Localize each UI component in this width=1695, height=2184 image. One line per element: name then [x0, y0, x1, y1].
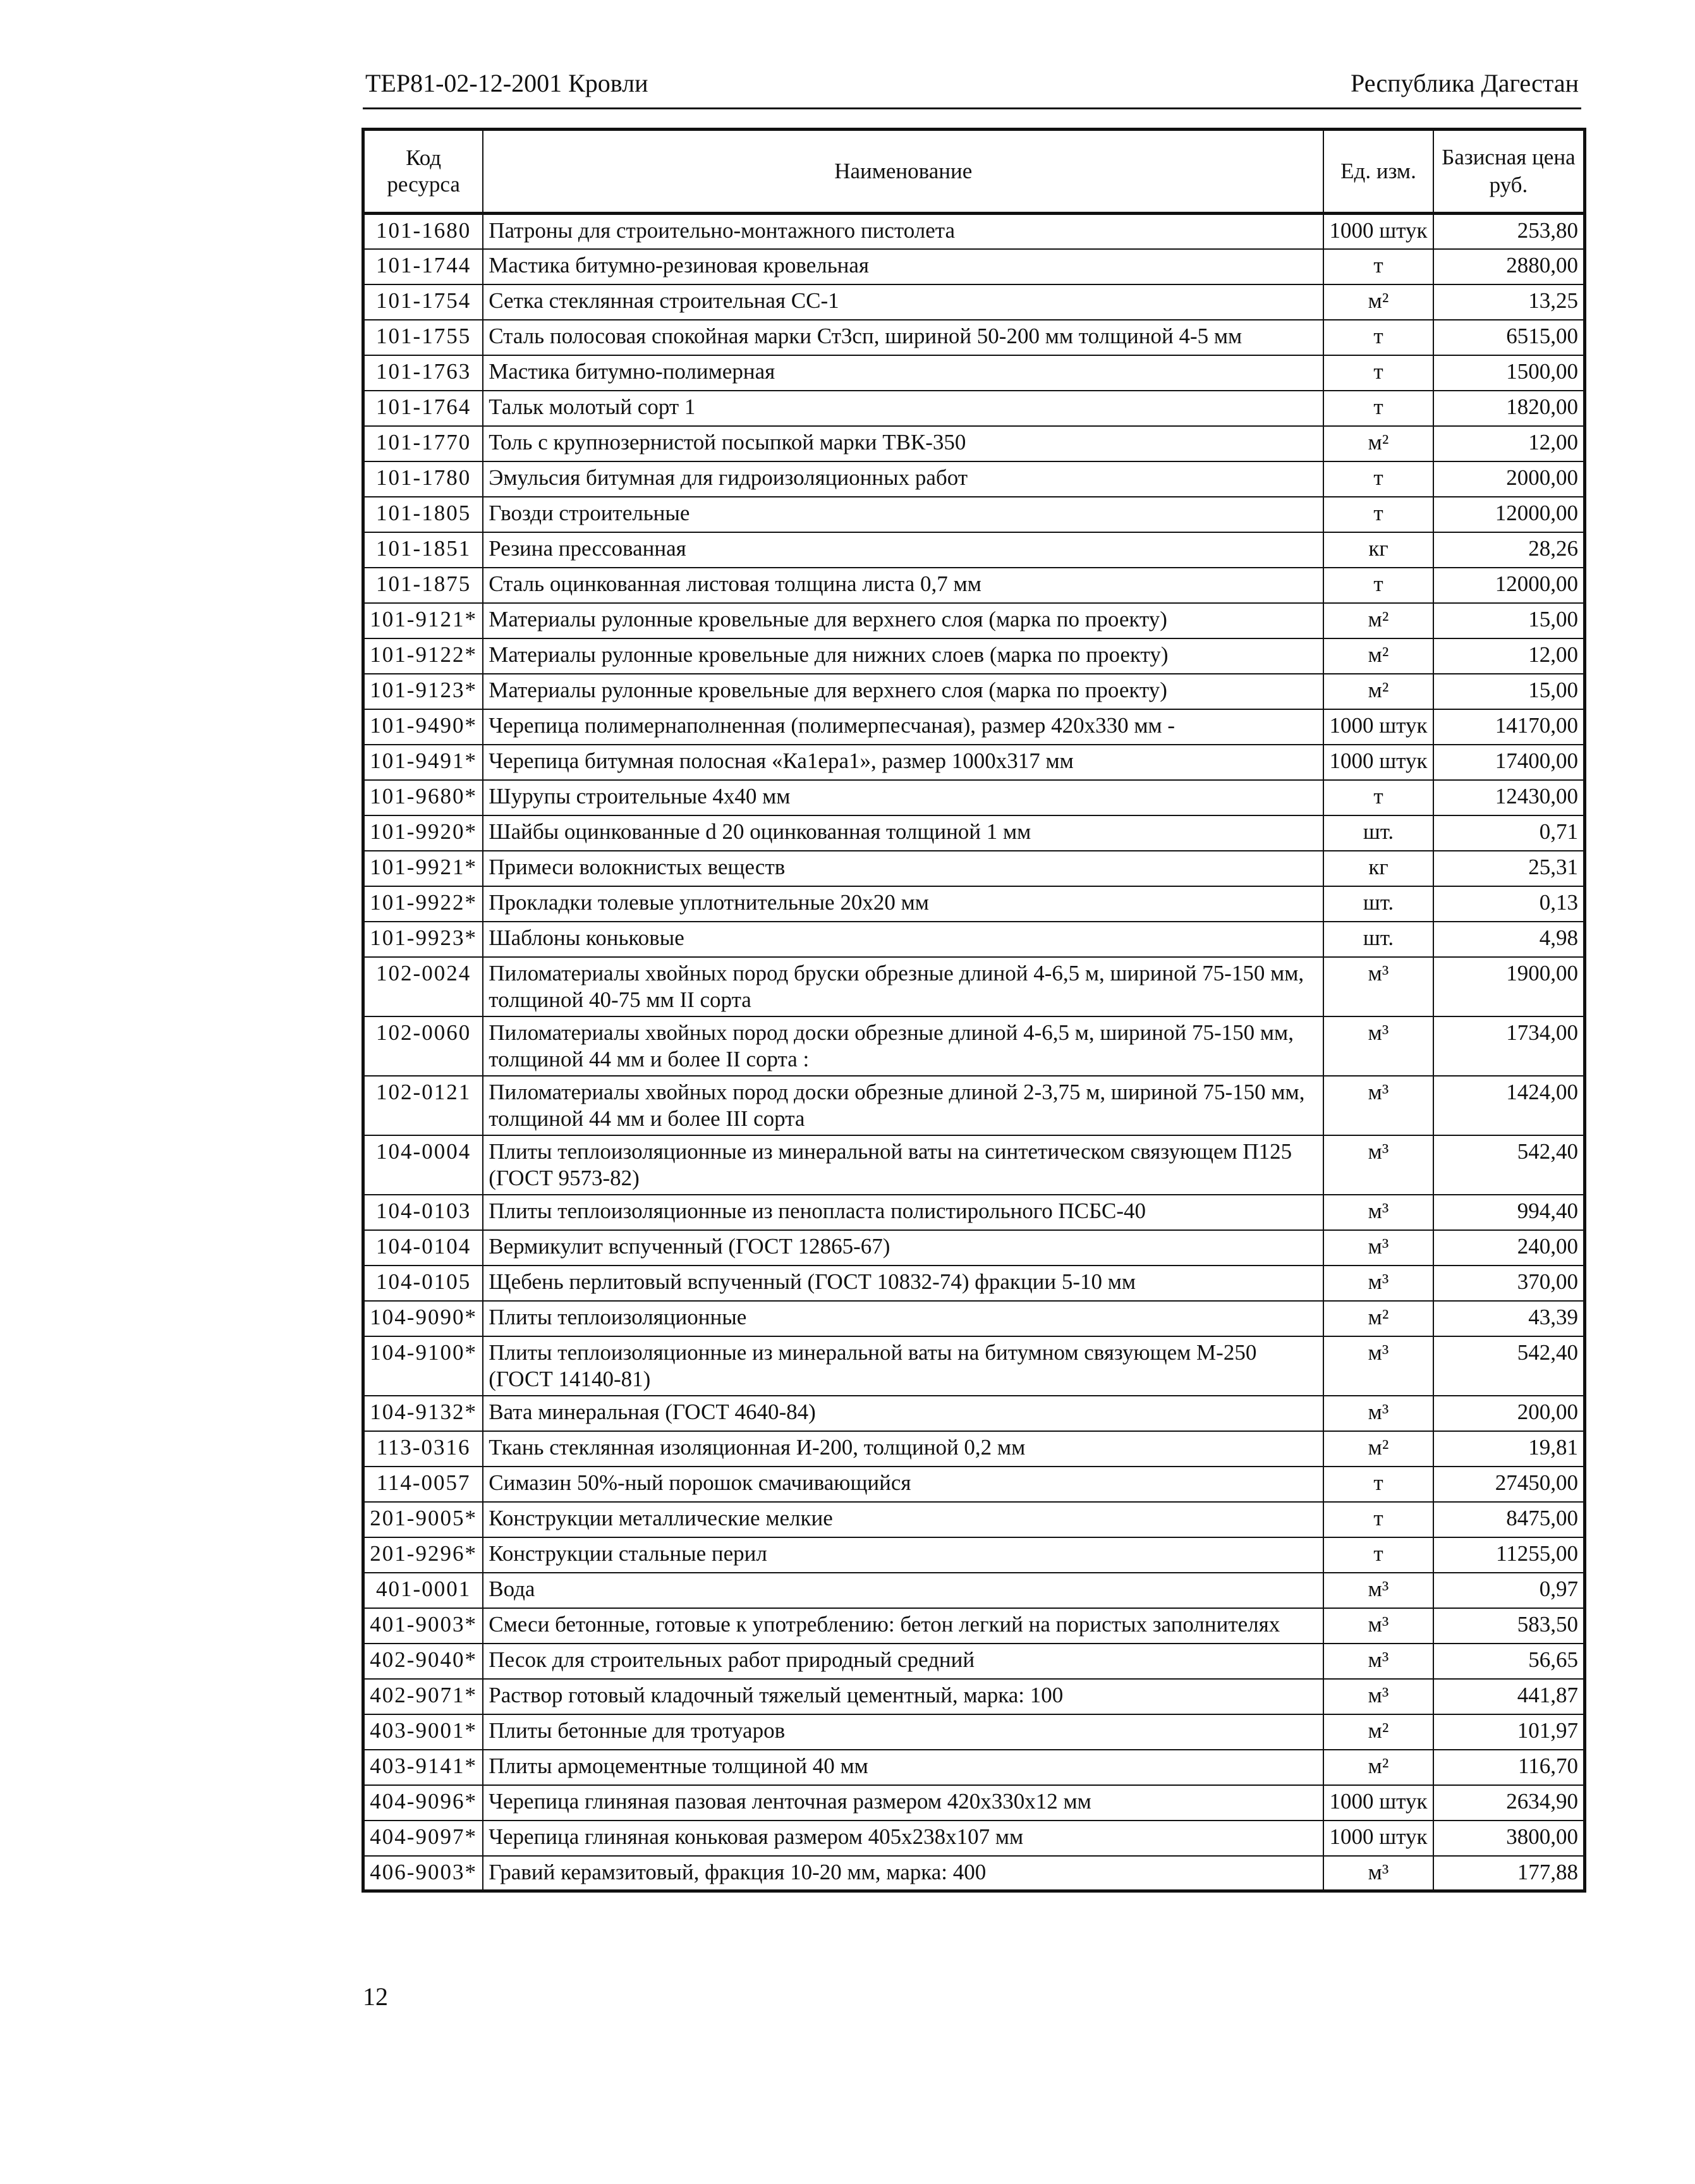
unit-cell: м³ [1323, 957, 1433, 1016]
resource-code-cell: 101-1780 [363, 461, 483, 497]
table-row [363, 320, 1585, 355]
resource-code-cell: 101-9922* [363, 886, 483, 922]
resource-code-cell: 102-0024 [363, 957, 483, 1016]
resource-code-cell: 101-1763 [363, 355, 483, 391]
resource-code-cell: 113-0316 [363, 1431, 483, 1467]
table-row [363, 674, 1585, 709]
table-row [363, 1856, 1585, 1891]
resource-name-cell: Вермикулит вспученный (ГОСТ 12865-67) [483, 1230, 1323, 1266]
table-row [363, 1301, 1585, 1336]
table-row [363, 214, 1585, 249]
table-row [363, 851, 1585, 886]
resource-name-cell: Эмульсия битумная для гидроизоляционных работ [483, 461, 1323, 497]
resource-code-cell: 404-9096* [363, 1785, 483, 1821]
resource-name-cell: Конструкции металлические мелкие [483, 1502, 1323, 1537]
table-row [363, 1714, 1585, 1750]
unit-cell: м³ [1323, 1076, 1433, 1135]
table-row [363, 1821, 1585, 1856]
unit-cell: т [1323, 1537, 1433, 1573]
column-header-price: Базисная цена руб. [1433, 130, 1585, 214]
table-body [363, 214, 1585, 1891]
resource-code-cell: 101-9490* [363, 709, 483, 745]
resource-code-cell: 101-9921* [363, 851, 483, 886]
table-row [363, 1573, 1585, 1608]
table-row [363, 284, 1585, 320]
table-row [363, 638, 1585, 674]
unit-cell: м² [1323, 1301, 1433, 1336]
price-cell: 28,26 [1433, 532, 1585, 568]
resource-price-table [361, 128, 1586, 1893]
resource-code-cell: 101-9121* [363, 603, 483, 638]
price-cell: 1500,00 [1433, 355, 1585, 391]
unit-cell: м³ [1323, 1230, 1433, 1266]
resource-name-cell: Тальк молотый сорт 1 [483, 391, 1323, 426]
resource-code-cell: 101-9491* [363, 745, 483, 780]
resource-name-cell: Черепица глиняная коньковая размером 405x238x107 мм [483, 1821, 1323, 1856]
resource-code-cell: 101-1875 [363, 568, 483, 603]
price-cell: 8475,00 [1433, 1502, 1585, 1537]
resource-code-cell: 104-0105 [363, 1266, 483, 1301]
resource-name-cell: Черепица глиняная пазовая ленточная размером 420x330x12 мм [483, 1785, 1323, 1821]
resource-name-cell: Черепица полимернаполненная (полимерпесчаная), размер 420x330 мм - [483, 709, 1323, 745]
resource-name-cell: Плиты теплоизоляционные из пенопласта полистирольного ПСБС-40 [483, 1195, 1323, 1230]
resource-name-cell: Сталь полосовая спокойная марки Ст3сп, шириной 50-200 мм толщиной 4-5 мм [483, 320, 1323, 355]
unit-cell: т [1323, 568, 1433, 603]
table-row [363, 603, 1585, 638]
unit-cell: м² [1323, 284, 1433, 320]
unit-cell: т [1323, 780, 1433, 815]
resource-name-cell: Мастика битумно-полимерная [483, 355, 1323, 391]
price-cell: 583,50 [1433, 1608, 1585, 1644]
resource-name-cell: Шаблоны коньковые [483, 922, 1323, 957]
unit-cell: м³ [1323, 1679, 1433, 1714]
resource-name-cell: Раствор готовый кладочный тяжелый цементный, марка: 100 [483, 1679, 1323, 1714]
price-cell: 0,97 [1433, 1573, 1585, 1608]
resource-code-cell: 101-9680* [363, 780, 483, 815]
resource-code-cell: 406-9003* [363, 1856, 483, 1891]
unit-cell: м³ [1323, 1195, 1433, 1230]
resource-code-cell: 101-1770 [363, 426, 483, 461]
price-cell: 27450,00 [1433, 1467, 1585, 1502]
price-cell: 17400,00 [1433, 745, 1585, 780]
price-cell: 1820,00 [1433, 391, 1585, 426]
resource-code-cell: 101-1805 [363, 497, 483, 532]
price-cell: 12000,00 [1433, 568, 1585, 603]
resource-name-cell: Симазин 50%-ный порошок смачивающийся [483, 1467, 1323, 1502]
price-cell: 0,71 [1433, 815, 1585, 851]
unit-cell: м³ [1323, 1016, 1433, 1076]
unit-cell: т [1323, 391, 1433, 426]
resource-name-cell: Вата минеральная (ГОСТ 4640-84) [483, 1396, 1323, 1431]
unit-cell: м² [1323, 1750, 1433, 1785]
column-header-unit: Ед. изм. [1323, 130, 1433, 214]
table-row [363, 709, 1585, 745]
document-title: ТЕР81-02-12-2001 Кровли [365, 69, 648, 97]
column-header-name: Наименование [483, 130, 1323, 214]
resource-code-cell: 403-9141* [363, 1750, 483, 1785]
resource-name-cell: Гвозди строительные [483, 497, 1323, 532]
resource-name-cell: Гравий керамзитовый, фракция 10-20 мм, марка: 400 [483, 1856, 1323, 1891]
price-cell: 542,40 [1433, 1336, 1585, 1396]
column-header-code: Код ресурса [363, 130, 483, 214]
table-row [363, 1644, 1585, 1679]
unit-cell: м³ [1323, 1396, 1433, 1431]
resource-code-cell: 101-9920* [363, 815, 483, 851]
price-cell: 56,65 [1433, 1644, 1585, 1679]
unit-cell: т [1323, 320, 1433, 355]
resource-name-cell: Шайбы оцинкованные d 20 оцинкованная толщиной 1 мм [483, 815, 1323, 851]
table-row [363, 922, 1585, 957]
table-header-row [363, 130, 1585, 214]
page-header [363, 63, 1581, 109]
resource-name-cell: Щебень перлитовый вспученный (ГОСТ 10832-74) фракции 5-10 мм [483, 1266, 1323, 1301]
price-cell: 116,70 [1433, 1750, 1585, 1785]
resource-name-cell: Материалы рулонные кровельные для нижних слоев (марка по проекту) [483, 638, 1323, 674]
price-cell: 12,00 [1433, 638, 1585, 674]
resource-name-cell: Сталь оцинкованная листовая толщина листа 0,7 мм [483, 568, 1323, 603]
resource-code-cell: 101-9122* [363, 638, 483, 674]
price-cell: 12000,00 [1433, 497, 1585, 532]
resource-name-cell: Пиломатериалы хвойных пород бруски обрезные длиной 4-6,5 м, шириной 75-150 мм, толщиной 40-75 мм II сорта [483, 957, 1323, 1016]
resource-name-cell: Материалы рулонные кровельные для верхнего слоя (марка по проекту) [483, 603, 1323, 638]
table-row [363, 780, 1585, 815]
resource-code-cell: 101-9923* [363, 922, 483, 957]
unit-cell: т [1323, 355, 1433, 391]
resource-code-cell: 101-1764 [363, 391, 483, 426]
table-row [363, 355, 1585, 391]
resource-code-cell: 201-9005* [363, 1502, 483, 1537]
unit-cell: м² [1323, 1714, 1433, 1750]
resource-code-cell: 101-1680 [363, 214, 483, 249]
table-row [363, 815, 1585, 851]
price-cell: 240,00 [1433, 1230, 1585, 1266]
resource-code-cell: 402-9071* [363, 1679, 483, 1714]
unit-cell: т [1323, 497, 1433, 532]
unit-cell: м³ [1323, 1573, 1433, 1608]
price-cell: 12430,00 [1433, 780, 1585, 815]
table-row [363, 461, 1585, 497]
table-row [363, 1076, 1585, 1135]
table-row [363, 1431, 1585, 1467]
table-row [363, 568, 1585, 603]
table-row [363, 957, 1585, 1016]
table-row [363, 532, 1585, 568]
table-row [363, 497, 1585, 532]
unit-cell: м³ [1323, 1856, 1433, 1891]
unit-cell: 1000 штук [1323, 745, 1433, 780]
resource-name-cell: Конструкции стальные перил [483, 1537, 1323, 1573]
resource-name-cell: Резина прессованная [483, 532, 1323, 568]
resource-name-cell: Шурупы строительные 4x40 мм [483, 780, 1323, 815]
price-cell: 0,13 [1433, 886, 1585, 922]
table-row [363, 1750, 1585, 1785]
table-row [363, 391, 1585, 426]
resource-code-cell: 104-9132* [363, 1396, 483, 1431]
unit-cell: кг [1323, 532, 1433, 568]
resource-code-cell: 401-0001 [363, 1573, 483, 1608]
price-cell: 43,39 [1433, 1301, 1585, 1336]
resource-name-cell: Плиты теплоизоляционные из минеральной ваты на битумном связующем М-250 (ГОСТ 14140-81) [483, 1336, 1323, 1396]
unit-cell: 1000 штук [1323, 1821, 1433, 1856]
price-cell: 6515,00 [1433, 320, 1585, 355]
resource-name-cell: Вода [483, 1573, 1323, 1608]
resource-name-cell: Толь с крупнозернистой посыпкой марки ТВК-350 [483, 426, 1323, 461]
unit-cell: т [1323, 1467, 1433, 1502]
table-row [363, 1396, 1585, 1431]
table-row [363, 1502, 1585, 1537]
resource-name-cell: Плиты бетонные для тротуаров [483, 1714, 1323, 1750]
table-row [363, 1266, 1585, 1301]
resource-name-cell: Прокладки толевые уплотнительные 20x20 мм [483, 886, 1323, 922]
price-cell: 11255,00 [1433, 1537, 1585, 1573]
page-number: 12 [363, 1982, 388, 2011]
price-cell: 12,00 [1433, 426, 1585, 461]
price-cell: 13,25 [1433, 284, 1585, 320]
resource-name-cell: Ткань стеклянная изоляционная И-200, толщиной 0,2 мм [483, 1431, 1323, 1467]
unit-cell: м² [1323, 603, 1433, 638]
unit-cell: т [1323, 1502, 1433, 1537]
price-cell: 253,80 [1433, 214, 1585, 249]
price-cell: 542,40 [1433, 1135, 1585, 1195]
resource-code-cell: 101-1744 [363, 249, 483, 284]
resource-code-cell: 101-1755 [363, 320, 483, 355]
resource-code-cell: 404-9097* [363, 1821, 483, 1856]
resource-name-cell: Патроны для строительно-монтажного пистолета [483, 214, 1323, 249]
table-row [363, 249, 1585, 284]
price-cell: 14170,00 [1433, 709, 1585, 745]
unit-cell: м² [1323, 426, 1433, 461]
resource-code-cell: 101-1754 [363, 284, 483, 320]
price-cell: 441,87 [1433, 1679, 1585, 1714]
price-cell: 3800,00 [1433, 1821, 1585, 1856]
unit-cell: м³ [1323, 1266, 1433, 1301]
resource-code-cell: 104-0103 [363, 1195, 483, 1230]
unit-cell: шт. [1323, 886, 1433, 922]
price-cell: 2880,00 [1433, 249, 1585, 284]
price-cell: 1424,00 [1433, 1076, 1585, 1135]
table-row [363, 1679, 1585, 1714]
price-cell: 25,31 [1433, 851, 1585, 886]
price-cell: 101,97 [1433, 1714, 1585, 1750]
resource-code-cell: 401-9003* [363, 1608, 483, 1644]
unit-cell: м³ [1323, 1135, 1433, 1195]
resource-code-cell: 114-0057 [363, 1467, 483, 1502]
table-row [363, 426, 1585, 461]
table-row [363, 1230, 1585, 1266]
resource-code-cell: 101-9123* [363, 674, 483, 709]
unit-cell: шт. [1323, 815, 1433, 851]
resource-name-cell: Мастика битумно-резиновая кровельная [483, 249, 1323, 284]
resource-code-cell: 104-9100* [363, 1336, 483, 1396]
table-row [363, 886, 1585, 922]
table-row [363, 1608, 1585, 1644]
unit-cell: 1000 штук [1323, 1785, 1433, 1821]
unit-cell: шт. [1323, 922, 1433, 957]
price-cell: 370,00 [1433, 1266, 1585, 1301]
unit-cell: 1000 штук [1323, 709, 1433, 745]
table-row [363, 745, 1585, 780]
unit-cell: м² [1323, 1431, 1433, 1467]
price-cell: 200,00 [1433, 1396, 1585, 1431]
resource-code-cell: 101-1851 [363, 532, 483, 568]
unit-cell: 1000 штук [1323, 214, 1433, 249]
unit-cell: т [1323, 461, 1433, 497]
table-row [363, 1016, 1585, 1076]
resource-name-cell: Черепица битумная полосная «Ка1ера1», размер 1000x317 мм [483, 745, 1323, 780]
resource-code-cell: 201-9296* [363, 1537, 483, 1573]
unit-cell: кг [1323, 851, 1433, 886]
price-cell: 2000,00 [1433, 461, 1585, 497]
resource-code-cell: 102-0060 [363, 1016, 483, 1076]
resource-name-cell: Материалы рулонные кровельные для верхнего слоя (марка по проекту) [483, 674, 1323, 709]
resource-name-cell: Плиты теплоизоляционные из минеральной ваты на синтетическом связующем П125 (ГОСТ 9573-82) [483, 1135, 1323, 1195]
table-row [363, 1537, 1585, 1573]
resource-name-cell: Сетка стеклянная строительная СС-1 [483, 284, 1323, 320]
resource-code-cell: 104-9090* [363, 1301, 483, 1336]
price-cell: 994,40 [1433, 1195, 1585, 1230]
price-cell: 1734,00 [1433, 1016, 1585, 1076]
resource-name-cell: Пиломатериалы хвойных пород доски обрезные длиной 2-3,75 м, шириной 75-150 мм, толщиной 44 мм и более III сорта [483, 1076, 1323, 1135]
resource-name-cell: Примеси волокнистых веществ [483, 851, 1323, 886]
unit-cell: м³ [1323, 1336, 1433, 1396]
unit-cell: м³ [1323, 1644, 1433, 1679]
resource-name-cell: Плиты теплоизоляционные [483, 1301, 1323, 1336]
table-row [363, 1195, 1585, 1230]
price-cell: 4,98 [1433, 922, 1585, 957]
resource-code-cell: 104-0004 [363, 1135, 483, 1195]
table-row [363, 1135, 1585, 1195]
resource-name-cell: Смеси бетонные, готовые к употреблению: бетон легкий на пористых заполнителях [483, 1608, 1323, 1644]
resource-name-cell: Песок для строительных работ природный средний [483, 1644, 1323, 1679]
price-cell: 15,00 [1433, 674, 1585, 709]
price-cell: 19,81 [1433, 1431, 1585, 1467]
resource-code-cell: 104-0104 [363, 1230, 483, 1266]
resource-code-cell: 402-9040* [363, 1644, 483, 1679]
unit-cell: м³ [1323, 1608, 1433, 1644]
table-row [363, 1785, 1585, 1821]
region-name: Республика Дагестан [1351, 69, 1579, 97]
resource-name-cell: Плиты армоцементные толщиной 40 мм [483, 1750, 1323, 1785]
unit-cell: м² [1323, 638, 1433, 674]
price-cell: 2634,90 [1433, 1785, 1585, 1821]
unit-cell: м² [1323, 674, 1433, 709]
resource-code-cell: 102-0121 [363, 1076, 483, 1135]
table-row [363, 1467, 1585, 1502]
unit-cell: т [1323, 249, 1433, 284]
price-cell: 15,00 [1433, 603, 1585, 638]
price-cell: 1900,00 [1433, 957, 1585, 1016]
price-cell: 177,88 [1433, 1856, 1585, 1891]
resource-name-cell: Пиломатериалы хвойных пород доски обрезные длиной 4-6,5 м, шириной 75-150 мм, толщиной 44 мм и более II сорта : [483, 1016, 1323, 1076]
table-row [363, 1336, 1585, 1396]
resource-code-cell: 403-9001* [363, 1714, 483, 1750]
